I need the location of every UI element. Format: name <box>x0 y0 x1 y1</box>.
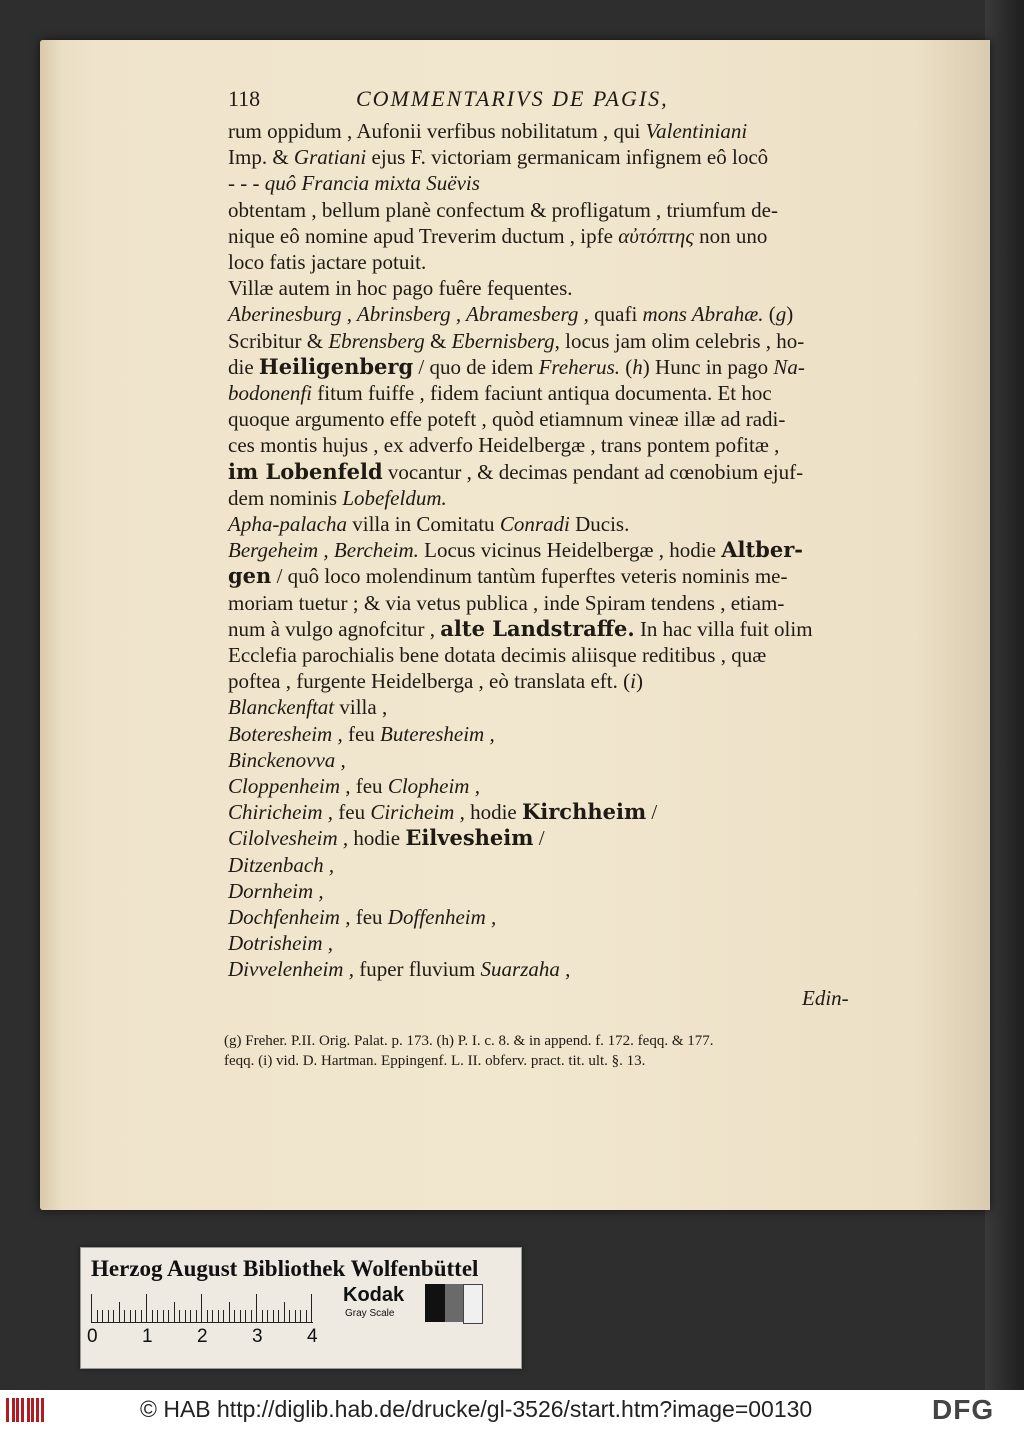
ruler-tick <box>273 1310 274 1322</box>
text-segment: / <box>646 800 658 825</box>
text-segment: Locus vicinus Heidelbergæ , hodie <box>418 538 722 563</box>
text-segment: Villæ autem in hoc pago fuêre fequentes. <box>228 276 573 301</box>
italic-text: bodonenfi <box>228 381 312 405</box>
text-segment: fitum fuiffe , fidem faciunt antiqua documenta. Et hoc <box>312 381 772 405</box>
text-line <box>228 825 545 851</box>
ruler-tick <box>256 1294 257 1322</box>
logo-bar <box>12 1398 15 1422</box>
ruler-tick <box>146 1294 147 1322</box>
text-line <box>228 406 785 432</box>
italic-text: Aberinesburg , Abrinsberg , Abramesberg , <box>228 302 589 327</box>
ruler-tick <box>234 1310 235 1322</box>
text-segment: Ecclefia parochialis bene dotata decimis aliisque reditibus , quæ <box>228 643 767 667</box>
ruler-tick <box>284 1302 285 1322</box>
italic-text: Clopheim , <box>387 774 480 798</box>
text-line <box>228 249 426 275</box>
text-segment: hodie <box>464 800 522 825</box>
text-segment: obtentam , bellum planè confectum & profligatum , triumfum de- <box>228 197 778 222</box>
text-segment: feu <box>342 721 381 746</box>
italic-text: Ciricheim , <box>370 800 465 825</box>
ruler-tick <box>218 1310 219 1322</box>
text-line <box>228 118 747 144</box>
ruler-tick <box>124 1310 125 1322</box>
ruler-tick <box>245 1310 246 1322</box>
text-segment: Ducis. <box>569 512 630 536</box>
text-segment: die <box>228 354 259 379</box>
text-segment: moriam tuetur ; & via vetus publica , inde Spiram tendens , etiam- <box>228 590 785 615</box>
ruler-number: 3 <box>252 1326 263 1347</box>
fraktur-text: Altber- <box>721 537 803 563</box>
ruler-tick <box>135 1310 136 1322</box>
text-segment: ejus F. victoriam germanicam infignem eô locô <box>366 145 769 170</box>
fraktur-text: Heiligenberg <box>258 353 414 379</box>
ruler-number: 0 <box>87 1326 98 1347</box>
color-target-card <box>80 1247 522 1369</box>
logo-bar <box>31 1398 34 1422</box>
text-segment: vocantur , & decimas pendant ad cœnobium ejuf- <box>382 459 804 484</box>
text-segment: ) Hunc in pago <box>642 354 774 379</box>
running-title: COMMENTARIVS DE PAGIS, <box>356 86 669 111</box>
text-line <box>228 223 767 249</box>
ruler-tick <box>119 1302 120 1322</box>
text-line <box>228 354 805 380</box>
logo-bar <box>36 1398 39 1422</box>
ruler-tick <box>179 1310 180 1322</box>
text-segment: poftea , furgente Heidelberga , eò translata eft. ( <box>228 669 631 694</box>
italic-text: Ebernisberg <box>451 328 555 353</box>
text-line <box>228 721 495 747</box>
italic-text: h <box>632 354 643 379</box>
text-line <box>228 144 768 170</box>
measurement-ruler <box>91 1292 313 1323</box>
text-line <box>228 432 779 458</box>
ruler-tick <box>278 1310 279 1322</box>
text-segment: feu <box>350 905 388 929</box>
text-line <box>228 563 787 589</box>
italic-text: Ebrensberg <box>328 328 425 353</box>
text-segment: ( <box>763 302 776 327</box>
text-segment: / quo de idem <box>413 354 539 379</box>
italic-text: Gratiani <box>293 145 367 170</box>
ruler-tick <box>141 1310 142 1322</box>
text-segment: feu <box>350 774 388 798</box>
italic-text: g <box>775 302 787 327</box>
ruler-tick <box>97 1310 98 1322</box>
text-segment: hodie <box>348 826 406 851</box>
italic-text: Na- <box>773 354 805 379</box>
ruler-tick <box>289 1310 290 1322</box>
ruler-tick <box>152 1310 153 1322</box>
logo-bar <box>6 1398 9 1422</box>
text-line <box>228 197 778 223</box>
ruler-tick <box>212 1310 213 1322</box>
swatch-white <box>463 1284 483 1324</box>
ruler-tick <box>300 1310 301 1322</box>
fraktur-text: alte Landstraffe. <box>440 615 635 641</box>
italic-text: Apha-palacha <box>228 512 347 536</box>
ruler-tick <box>113 1310 114 1322</box>
italic-text: Dornheim , <box>228 878 324 903</box>
text-line <box>228 852 334 878</box>
text-line <box>228 747 346 773</box>
kodak-brand: Kodak <box>343 1284 405 1306</box>
fraktur-text: Kirchheim <box>521 799 647 825</box>
text-segment: quafi <box>588 302 643 327</box>
swatch-black <box>425 1284 445 1322</box>
italic-text: Cilolvesheim , <box>228 826 349 851</box>
text-line <box>228 485 447 511</box>
dfg-logo[interactable]: DFG <box>932 1394 995 1425</box>
logo-bar <box>41 1398 44 1422</box>
copyright-link[interactable]: © HAB http://diglib.hab.de/drucke/gl-3526/start.htm?image=00130 <box>140 1396 813 1422</box>
text-line <box>228 275 573 301</box>
catchword: Edin- <box>802 986 849 1010</box>
text-segment: Imp. & <box>228 145 294 170</box>
ruler-tick <box>108 1310 109 1322</box>
italic-text: Doffenheim , <box>387 905 497 929</box>
text-segment: villa in Comitatu <box>346 512 500 536</box>
text-segment: num à vulgo agnofcitur , <box>228 616 441 641</box>
text-line <box>228 459 803 485</box>
logo-bar <box>16 1398 19 1422</box>
ruler-tick <box>201 1294 202 1322</box>
page-number: 118 <box>228 86 261 111</box>
ruler-tick <box>102 1310 103 1322</box>
ruler-tick <box>306 1310 307 1322</box>
text-line <box>228 878 324 904</box>
text-line <box>228 328 804 354</box>
ruler-tick <box>207 1310 208 1322</box>
italic-text: Lobefeldum. <box>342 485 447 510</box>
text-line <box>228 694 387 720</box>
text-line <box>228 904 496 930</box>
text-segment: quoque argumento effe poteft , quòd etiamnum vineæ illæ ad radi- <box>228 407 786 432</box>
ruler-tick <box>240 1310 241 1322</box>
fraktur-text: im Lobenfeld <box>228 458 383 484</box>
ruler-number: 1 <box>142 1326 153 1347</box>
text-line <box>228 956 570 982</box>
hab-barcode-icon[interactable] <box>6 1398 46 1422</box>
italic-text: Divvelenheim , <box>228 957 354 982</box>
ruler-tick <box>295 1310 296 1322</box>
fraktur-text: gen <box>228 563 272 589</box>
ruler-tick <box>251 1310 252 1322</box>
italic-text: Dochfenheim , <box>228 905 351 929</box>
text-segment: feu <box>333 800 371 825</box>
text-line <box>228 668 643 694</box>
text-segment: , locus jam olim celebris , ho- <box>554 328 805 353</box>
text-segment: ( <box>620 354 633 379</box>
italic-text: Conradi <box>499 512 570 536</box>
italic-text: Binckenovva , <box>228 747 346 772</box>
ruler-tick <box>174 1302 175 1322</box>
footer-bar <box>0 1390 1024 1430</box>
text-segment: loco fatis jactare potuit. <box>228 250 427 274</box>
text-segment: & <box>424 328 452 353</box>
italic-text: Ditzenbach , <box>228 852 335 877</box>
ruler-tick <box>190 1310 191 1322</box>
ruler-tick <box>229 1302 230 1322</box>
ruler-tick <box>168 1310 169 1322</box>
text-segment: Scribitur & <box>228 328 329 353</box>
text-line <box>228 799 657 825</box>
text-line <box>228 930 333 956</box>
italic-text: Cloppenheim , <box>228 774 351 798</box>
text-line <box>228 380 772 406</box>
grayscale-label: Gray Scale <box>345 1308 395 1319</box>
italic-text: Buteresheim , <box>380 721 495 746</box>
ruler-tick <box>185 1310 186 1322</box>
ruler-number: 4 <box>307 1326 318 1347</box>
text-line <box>228 642 766 668</box>
ruler-tick <box>223 1310 224 1322</box>
text-segment: rum oppidum , Aufonii verfibus nobilitatum , qui <box>228 119 646 143</box>
ruler-tick <box>311 1294 312 1322</box>
ruler-tick <box>267 1310 268 1322</box>
text-line <box>228 537 803 563</box>
logo-bar <box>21 1398 24 1422</box>
text-segment: dem nominis <box>228 485 343 510</box>
fraktur-text: Eilvesheim <box>405 825 534 851</box>
italic-text: Blanckenftat <box>228 695 335 720</box>
ruler-tick <box>196 1310 197 1322</box>
italic-text: αὐτόπτης <box>618 223 694 248</box>
logo-bar <box>27 1398 30 1422</box>
italic-text: Chiricheim , <box>228 800 333 825</box>
text-segment: In hac villa fuit olim <box>634 616 813 641</box>
text-segment: villa , <box>334 695 388 720</box>
ruler-tick <box>163 1310 164 1322</box>
italic-text: - - - quô Francia mixta Suëvis <box>228 171 480 196</box>
italic-text: Suarzaha , <box>480 957 571 982</box>
footnote-line: (g) Freher. P.II. Orig. Palat. p. 173. (h) P. I. c. 8. & in append. f. 172. feqq. & 177. <box>224 1033 714 1049</box>
swatch-gray <box>445 1284 463 1322</box>
text-segment: fuper fluvium <box>353 957 481 982</box>
text-line <box>228 301 793 327</box>
text-line <box>228 616 813 642</box>
text-segment: ) <box>635 669 643 694</box>
ruler-tick <box>157 1310 158 1322</box>
italic-text: Dotrisheim , <box>228 931 333 956</box>
text-segment: / quô loco molendinum tantùm fuperftes veteris nominis me- <box>271 564 788 589</box>
italic-text: Bergeheim , Bercheim. <box>228 538 419 563</box>
text-line <box>228 590 784 616</box>
italic-text: mons Abrahæ. <box>642 302 764 327</box>
text-segment: ) <box>786 302 794 327</box>
facing-page-edge <box>985 0 1024 1390</box>
footnote-line: feqq. (i) vid. D. Hartman. Eppingenf. L. II. obferv. pract. tit. ult. §. 13. <box>224 1053 646 1069</box>
page-fore-edge <box>40 40 62 1210</box>
text-line <box>228 511 629 537</box>
text-segment: nique eô nomine apud Treverim ductum , ipfe <box>228 223 619 248</box>
library-name: Herzog August Bibliothek Wolfenbüttel <box>91 1256 479 1281</box>
ruler-tick <box>262 1310 263 1322</box>
text-segment: ces montis hujus , ex adverfo Heidelbergæ , trans pontem pofitæ , <box>228 433 780 458</box>
italic-text: i <box>630 669 636 694</box>
ruler-tick <box>130 1310 131 1322</box>
italic-text: Valentiniani <box>645 119 748 143</box>
ruler-number: 2 <box>197 1326 208 1347</box>
italic-text: Boteresheim , <box>228 721 343 746</box>
text-segment: non uno <box>693 223 768 248</box>
text-line <box>228 170 480 196</box>
text-segment: / <box>533 826 545 851</box>
ruler-tick <box>91 1294 92 1322</box>
italic-text: Freherus. <box>538 354 621 379</box>
text-line <box>228 773 480 799</box>
